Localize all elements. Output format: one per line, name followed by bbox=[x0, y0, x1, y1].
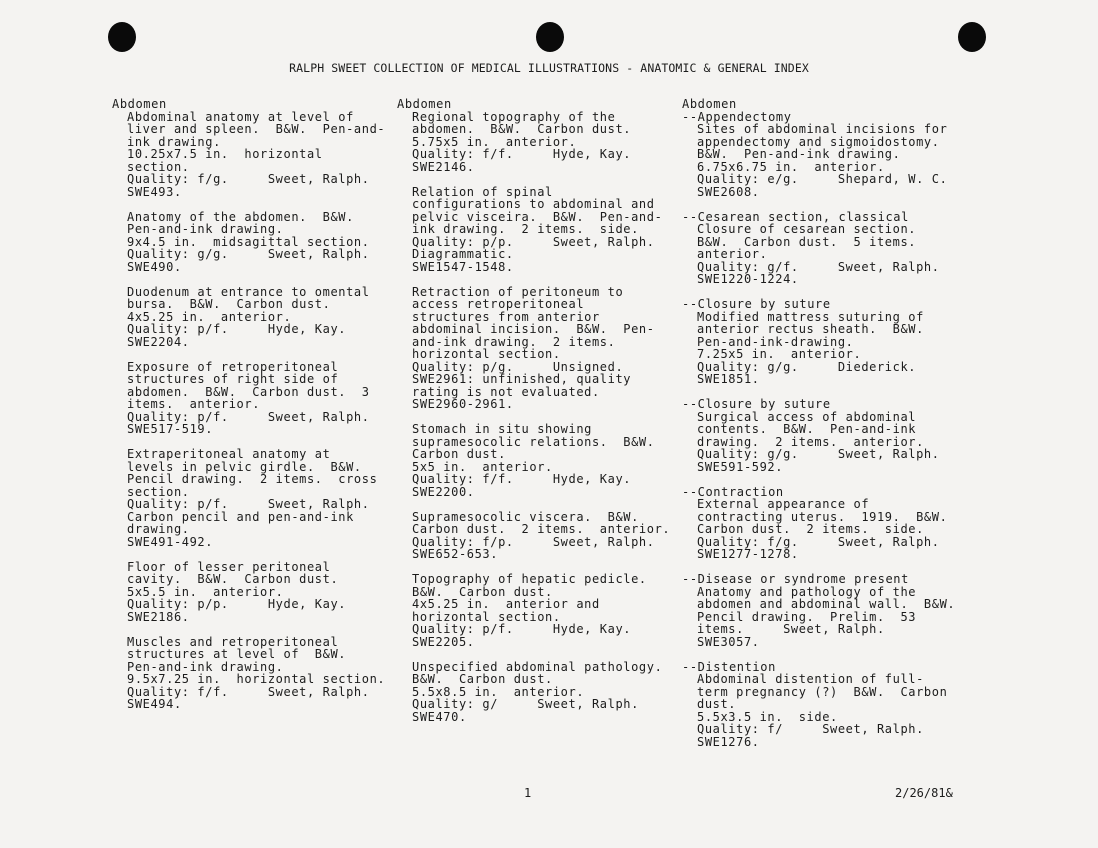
entry-line: Pencil drawing. 2 items. cross bbox=[127, 472, 378, 486]
entry-line: Exposure of retroperitoneal bbox=[127, 359, 339, 374]
entry-line: supramesocolic relations. B&W. bbox=[412, 434, 655, 449]
entry-line: Anatomy and pathology of the bbox=[697, 584, 917, 599]
index-column-2 bbox=[397, 98, 670, 723]
entry-line: SWE2204. bbox=[127, 334, 190, 349]
spacer bbox=[112, 348, 385, 361]
entry-line: 9x4.5 in. midsagittal section. bbox=[127, 234, 370, 249]
spacer bbox=[397, 648, 670, 661]
entry-line: 10.25x7.5 in. horizontal bbox=[127, 147, 323, 161]
entry-line: Stomach in situ showing bbox=[412, 422, 592, 436]
entry-line: Carbon dust. bbox=[412, 447, 506, 461]
spacer bbox=[112, 623, 385, 636]
entry-line: contracting uterus. 1919. B&W. bbox=[697, 509, 948, 524]
entry-line: structures of right side of bbox=[127, 372, 339, 386]
entry-line: SWE1276. bbox=[697, 734, 760, 749]
entry-line: SWE1851. bbox=[697, 372, 760, 386]
entry-line: structures from anterior bbox=[412, 309, 600, 324]
entry-line: B&W. Carbon dust. 5 items. bbox=[697, 234, 917, 249]
entry-line: access retroperitoneal bbox=[412, 297, 585, 311]
entry-line: Relation of spinal bbox=[412, 184, 553, 199]
entry-line: SWE1220-1224. bbox=[697, 272, 799, 286]
entry-line: appendectomy and sigmoidostomy. bbox=[697, 134, 940, 149]
subheading: --Appendectomy bbox=[682, 109, 792, 124]
entry-line: section. bbox=[127, 484, 190, 499]
entry-line: Quality: p/p. Hyde, Kay. bbox=[127, 597, 347, 611]
entry-line: Quality: f/ Sweet, Ralph. bbox=[697, 722, 924, 736]
entry-line: Quality: f/p. Sweet, Ralph. bbox=[412, 534, 655, 549]
page-title: RALPH SWEET COLLECTION OF MEDICAL ILLUSTRATIONS - ANATOMIC & GENERAL INDEX bbox=[289, 61, 809, 75]
entry-line: configurations to abdominal and bbox=[412, 197, 655, 211]
spacer bbox=[397, 498, 670, 511]
entry-line: Quality: f/g. Sweet, Ralph. bbox=[697, 534, 940, 549]
entry-line: SWE3057. bbox=[697, 634, 760, 649]
entry-line: horizontal section. bbox=[412, 347, 561, 361]
entry-line: Regional topography of the bbox=[412, 109, 616, 124]
page-number: 1 bbox=[524, 786, 532, 800]
entry-line: 7.25x5 in. anterior. bbox=[697, 347, 862, 361]
entry-line: SWE517-519. bbox=[127, 422, 214, 436]
entry-line: Quality: p/f. Hyde, Kay. bbox=[412, 622, 632, 636]
entry-line: Extraperitoneal anatomy at bbox=[127, 447, 331, 461]
entry-line: Quality: e/g. Shepard, W. C. bbox=[697, 172, 948, 186]
entry-line: anterior. bbox=[697, 247, 768, 261]
entry-line: drawing. bbox=[127, 522, 190, 536]
entry-line: drawing. 2 items. anterior. bbox=[697, 434, 924, 449]
entry-line: SWE1547-1548. bbox=[412, 259, 514, 274]
entry-line: Topography of hepatic pedicle. bbox=[412, 572, 647, 586]
entry-line: Carbon dust. 2 items. anterior. bbox=[412, 522, 671, 536]
entry-line: Quality: g/g. Diederick. bbox=[697, 359, 917, 374]
entry-line: horizontal section. bbox=[412, 609, 561, 624]
entry-line: Muscles and retroperitoneal bbox=[127, 634, 339, 649]
entry-line: Quality: f/f. Hyde, Kay. bbox=[412, 147, 632, 161]
entry-line: Quality: p/f. Sweet, Ralph. bbox=[127, 497, 370, 511]
entry-line: Modified mattress suturing of bbox=[697, 309, 924, 324]
entry-line: SWE591-592. bbox=[697, 459, 784, 474]
subheading: --Cesarean section, classical bbox=[682, 209, 909, 224]
entry-line: structures at level of B&W. bbox=[127, 647, 347, 661]
entry-line: Quality: p/p. Sweet, Ralph. bbox=[412, 234, 655, 249]
entry-line: Unspecified abdominal pathology. bbox=[412, 659, 663, 674]
entry-line: Quality: g/f. Sweet, Ralph. bbox=[697, 259, 940, 274]
entry-line: 9.5x7.25 in. horizontal section. bbox=[127, 672, 386, 686]
entry-line: SWE494. bbox=[127, 697, 182, 711]
entry-line: SWE2146. bbox=[412, 159, 475, 174]
entry-line: Floor of lesser peritoneal bbox=[127, 559, 331, 574]
entry-line: items. anterior. bbox=[127, 397, 261, 411]
entry-line: SWE493. bbox=[127, 184, 182, 199]
entry-line: SWE2961: unfinished, quality bbox=[412, 372, 632, 386]
subheading: --Closure by suture bbox=[682, 297, 831, 311]
entry-line: cavity. B&W. Carbon dust. bbox=[127, 572, 339, 586]
entry-line: items. Sweet, Ralph. bbox=[697, 622, 885, 636]
entry-line: liver and spleen. B&W. Pen-and- bbox=[127, 122, 386, 136]
index-column-3 bbox=[682, 98, 955, 748]
entry-line: SWE652-653. bbox=[412, 547, 499, 561]
spacer bbox=[682, 473, 955, 486]
entry-line: Quality: f/f. Sweet, Ralph. bbox=[127, 684, 370, 699]
entry-line: Retraction of peritoneum to bbox=[412, 284, 624, 299]
entry-line: 4x5.25 in. anterior and bbox=[412, 597, 600, 611]
entry-line: SWE2608. bbox=[697, 184, 760, 199]
entry-line: and-ink drawing. 2 items. bbox=[412, 334, 616, 349]
entry-line: Quality: g/g. Sweet, Ralph. bbox=[127, 247, 370, 261]
section-heading: Abdomen bbox=[397, 97, 452, 111]
entry-line: External appearance of bbox=[697, 497, 870, 511]
entry-line: Quality: g/ Sweet, Ralph. bbox=[412, 697, 639, 711]
entry-line: abdomen and abdominal wall. B&W. bbox=[697, 597, 956, 611]
entry-line: SWE2200. bbox=[412, 484, 475, 499]
index-column-1 bbox=[112, 98, 385, 711]
spacer bbox=[112, 198, 385, 211]
entry-line: Carbon pencil and pen-and-ink bbox=[127, 509, 354, 524]
entry-line: Carbon dust. 2 items. side. bbox=[697, 522, 924, 536]
entry-line: SWE491-492. bbox=[127, 534, 214, 549]
entry-line: Duodenum at entrance to omental bbox=[127, 284, 370, 299]
entry-line: 5.75x5 in. anterior. bbox=[412, 134, 577, 149]
entry-line: abdomen. B&W. Carbon dust. 3 bbox=[127, 384, 370, 399]
entry-line: Surgical access of abdominal bbox=[697, 409, 917, 424]
entry-line: Quality: f/f. Hyde, Kay. bbox=[412, 472, 632, 486]
subheading: --Distention bbox=[682, 659, 776, 674]
entry-line: Quality: f/g. Sweet, Ralph. bbox=[127, 172, 370, 186]
entry-line: SWE470. bbox=[412, 709, 467, 724]
subheading: --Contraction bbox=[682, 484, 784, 499]
section-heading: Abdomen bbox=[682, 97, 737, 111]
spacer bbox=[682, 198, 955, 211]
entry-line: Pen-and-ink-drawing. bbox=[697, 334, 854, 349]
entry-line: dust. bbox=[697, 697, 737, 711]
entry-line: 5x5 in. anterior. bbox=[412, 459, 553, 474]
entry-line: 5.5x3.5 in. side. bbox=[697, 709, 838, 724]
spacer bbox=[397, 273, 670, 286]
entry-line: Sites of abdominal incisions for bbox=[697, 122, 948, 136]
entry-line: Quality: g/g. Sweet, Ralph. bbox=[697, 447, 940, 461]
entry-line: pelvic visceira. B&W. Pen-and- bbox=[412, 209, 663, 224]
spacer bbox=[112, 548, 385, 561]
spacer bbox=[112, 273, 385, 286]
punch-hole-right bbox=[958, 22, 986, 52]
entry-line: B&W. Carbon dust. bbox=[412, 584, 553, 599]
section-heading: Abdomen bbox=[112, 97, 167, 111]
entry-line: 6.75x6.75 in. anterior. bbox=[697, 159, 885, 174]
punch-hole-left bbox=[108, 22, 136, 52]
entry-line: section. bbox=[127, 159, 190, 174]
entry-line: Abdominal anatomy at level of bbox=[127, 109, 354, 124]
entry-line: term pregnancy (?) B&W. Carbon bbox=[697, 684, 948, 699]
entry-line: SWE2205. bbox=[412, 634, 475, 649]
entry-line: SWE490. bbox=[127, 259, 182, 274]
entry-line: 5.5x8.5 in. anterior. bbox=[412, 684, 585, 699]
entry-line: Quality: p/g. Unsigned. bbox=[412, 359, 624, 374]
subheading: --Closure by suture bbox=[682, 397, 831, 411]
entry-line: ink drawing. 2 items. side. bbox=[412, 222, 639, 236]
entry-line: abdomen. B&W. Carbon dust. bbox=[412, 122, 632, 136]
entry-line: 5x5.5 in. anterior. bbox=[127, 584, 284, 599]
entry-line: B&W. Pen-and-ink drawing. bbox=[697, 147, 901, 161]
entry-line: B&W. Carbon dust. bbox=[412, 672, 553, 686]
entry-line: abdominal incision. B&W. Pen- bbox=[412, 322, 655, 336]
entry-line: anterior rectus sheath. B&W. bbox=[697, 322, 924, 336]
punch-hole-center bbox=[536, 22, 564, 52]
entry-line: SWE1277-1278. bbox=[697, 547, 799, 561]
date-stamp: 2/26/81& bbox=[895, 786, 953, 800]
entry-line: contents. B&W. Pen-and-ink bbox=[697, 422, 917, 436]
entry-line: rating is not evaluated. bbox=[412, 384, 600, 399]
entry-line: Quality: p/f. Sweet, Ralph. bbox=[127, 409, 370, 424]
entry-line: SWE2960-2961. bbox=[412, 397, 514, 411]
entry-line: Quality: p/f. Hyde, Kay. bbox=[127, 322, 347, 336]
entry-line: Pen-and-ink drawing. bbox=[127, 222, 284, 236]
entry-line: levels in pelvic girdle. B&W. bbox=[127, 459, 362, 474]
entry-line: SWE2186. bbox=[127, 609, 190, 624]
entry-line: Abdominal distention of full- bbox=[697, 672, 924, 686]
entry-line: Pen-and-ink drawing. bbox=[127, 659, 284, 674]
entry-line: Pencil drawing. Prelim. 53 bbox=[697, 609, 917, 624]
spacer bbox=[682, 648, 955, 661]
entry-line: ink drawing. bbox=[127, 134, 221, 149]
entry-line: Anatomy of the abdomen. B&W. bbox=[127, 209, 354, 224]
entry-line: 4x5.25 in. anterior. bbox=[127, 309, 292, 324]
subheading: --Disease or syndrome present bbox=[682, 572, 909, 586]
spacer bbox=[397, 173, 670, 186]
entry-line: Supramesocolic viscera. B&W. bbox=[412, 509, 639, 524]
entry-line: Closure of cesarean section. bbox=[697, 222, 917, 236]
entry-line: Diagrammatic. bbox=[412, 247, 514, 261]
entry-line: bursa. B&W. Carbon dust. bbox=[127, 297, 331, 311]
